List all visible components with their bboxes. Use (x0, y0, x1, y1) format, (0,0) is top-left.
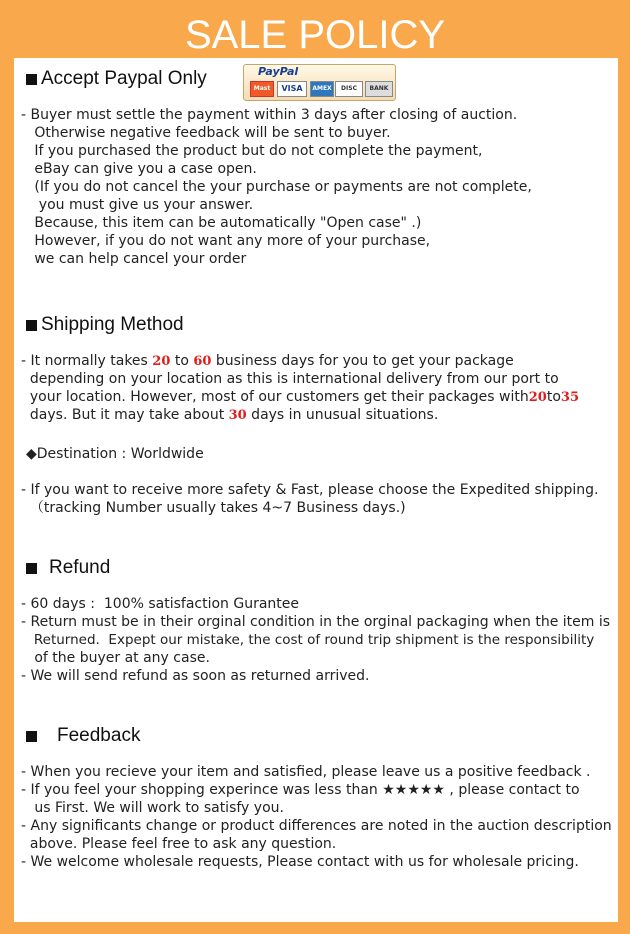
policy-panel (14, 58, 618, 922)
mastercard-icon: Mast (250, 81, 274, 97)
feedback-line: above. Please feel free to ask any question. (21, 836, 337, 852)
feedback-line: - Any significants change or product differences are noted in the auction description (21, 818, 612, 834)
shipping-heading-text: Shipping Method (41, 314, 184, 335)
paypal-badge (243, 64, 396, 101)
expedited-line: （tracking Number usually takes 4~7 Business days.) (21, 500, 406, 516)
amex-icon: AMEX (310, 81, 334, 97)
square-bullet-icon (26, 731, 37, 742)
shipping-line: days. But it may take about 30 days in unusual situations. (21, 407, 439, 423)
feedback-line: - When you recieve your item and satisfied, please leave us a positive feedback . (21, 764, 591, 780)
feedback-line: - If you feel your shopping experince was less than ★★★★★ , please contact to (21, 782, 580, 798)
max-days: 60 (193, 354, 212, 369)
feedback-heading (26, 725, 140, 747)
typical-max-days: 35 (560, 390, 579, 405)
feedback-line: - We welcome wholesale requests, Please contact with us for wholesale pricing. (21, 854, 579, 870)
square-bullet-icon (26, 74, 37, 85)
refund-heading-text: Refund (49, 557, 111, 578)
refund-heading (26, 557, 110, 579)
payment-line: - Buyer must settle the payment within 3 days after closing of auction. (21, 107, 518, 123)
unusual-days: 30 (228, 408, 247, 423)
shipping-heading (26, 314, 184, 336)
square-bullet-icon (26, 320, 37, 331)
bank-icon: BANK (365, 81, 393, 97)
payment-heading (26, 68, 207, 90)
min-days: 20 (152, 354, 171, 369)
feedback-heading-text: Feedback (57, 725, 141, 746)
payment-line: However, if you do not want any more of your purchase, (21, 233, 431, 249)
refund-line: Returned. Expept our mistake, the cost of round trip shipment is the responsibility (21, 632, 595, 648)
visa-icon: VISA (277, 81, 307, 97)
payment-line: eBay can give you a case open. (21, 161, 257, 177)
shipping-line: your location. However, most of our customers get their packages with20to35 (21, 389, 579, 405)
payment-line: If you purchased the product but do not complete the payment, (21, 143, 483, 159)
shipping-line: - It normally takes 20 to 60 business days for you to get your package (21, 353, 514, 369)
paypal-logo: PayPal (258, 65, 299, 78)
payment-line: Because, this item can be automatically "Open case" .) (21, 215, 422, 231)
feedback-line: us First. We will work to satisfy you. (21, 800, 284, 816)
payment-line: you must give us your answer. (21, 197, 254, 213)
refund-line: - 60 days : 100% satisfaction Gurantee (21, 596, 300, 612)
payment-line: Otherwise negative feedback will be sent to buyer. (21, 125, 391, 141)
expedited-line: - If you want to receive more safety & Fast, please choose the Expedited shipping. (21, 482, 599, 498)
payment-heading-text: Accept Paypal Only (41, 68, 207, 89)
destination-line: ◆Destination : Worldwide (26, 446, 204, 462)
discover-icon: DISC (335, 81, 363, 97)
refund-line: - We will send refund as soon as returned arrived. (21, 668, 370, 684)
shipping-line: depending on your location as this is international delivery from our port to (21, 371, 559, 387)
page-title: SALE POLICY (184, 13, 446, 57)
typical-min-days: 20 (528, 390, 547, 405)
payment-line: (If you do not cancel the your purchase or payments are not complete, (21, 179, 532, 195)
square-bullet-icon (26, 563, 37, 574)
payment-line: we can help cancel your order (21, 251, 247, 267)
refund-line: of the buyer at any case. (21, 650, 210, 666)
refund-line: - Return must be in their orginal condition in the orginal packaging when the item is (21, 614, 611, 630)
